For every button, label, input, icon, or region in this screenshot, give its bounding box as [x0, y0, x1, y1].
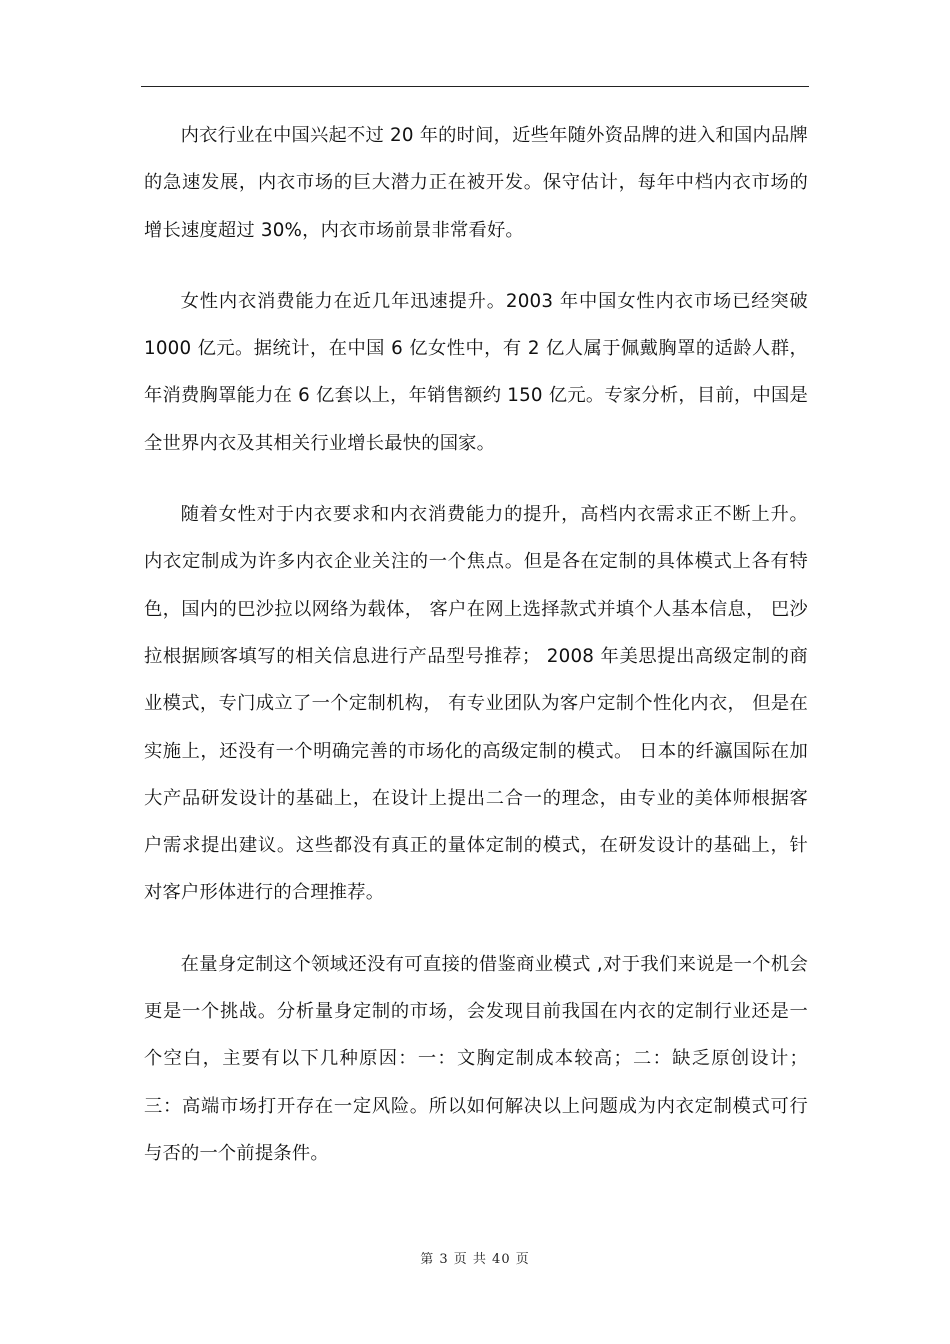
paragraph-3: 随着女性对于内衣要求和内衣消费能力的提升，高档内衣需求正不断上升。内衣定制成为许多内衣企业关注的一个焦点。但是各在定制的具体模式上各有特色，国内的巴沙拉以网络为载体， 客户在网上选择款式并填个人基本信息， 巴沙拉根据顾客填写的相关信息进行产品型号推荐； 2008 年美思提出高级定制的商业模式，专门成立了一个定制机构， 有专业团队为客户定制个性化内衣， 但是在实施上，还没有一个明确完善的市场化的高级定制的模式。 日本的纤瀛国际在加大产品研发设计的基础上，在设计上提出二合一的理念，由专业的美体师根据客户需求提出建议。这些都没有真正的量体定制的模式，在研发设计的基础上，针对客户形体进行的合理推荐。: [144, 504, 808, 904]
page-number-footer: 第 3 页 共 40 页: [420, 1252, 530, 1267]
paragraph-4: 在量身定制这个领域还没有可直接的借鉴商业模式 ,对于我们来说是一个机会更是一个挑战。分析量身定制的市场，会发现目前我国在内衣的定制行业还是一个空白，主要有以下几种原因：一：文胸定制成本较高；二：缺乏原创设计；三：高端市场打开存在一定风险。所以如何解决以上问题成为内衣定制模式可行与否的一个前提条件。: [144, 953, 808, 1164]
document-body: [144, 112, 808, 1201]
header-rule: [141, 86, 809, 87]
paragraph-2: 女性内衣消费能力在近几年迅速提升。2003 年中国女性内衣市场已经突破 1000 亿元。据统计，在中国 6 亿女性中，有 2 亿人属于佩戴胸罩的适龄人群，年消费胸罩能力在 6 亿套以上，年销售额约 150 亿元。专家分析，目前，中国是全世界内衣及其相关行业增长最快的国家。: [144, 290, 808, 454]
paragraph-1: 内衣行业在中国兴起不过 20 年的时间，近些年随外资品牌的进入和国内品牌的急速发展，内衣市场的巨大潜力正在被开发。保守估计，每年中档内衣市场的增长速度超过 30%，内衣市场前景非常看好。: [144, 125, 808, 241]
